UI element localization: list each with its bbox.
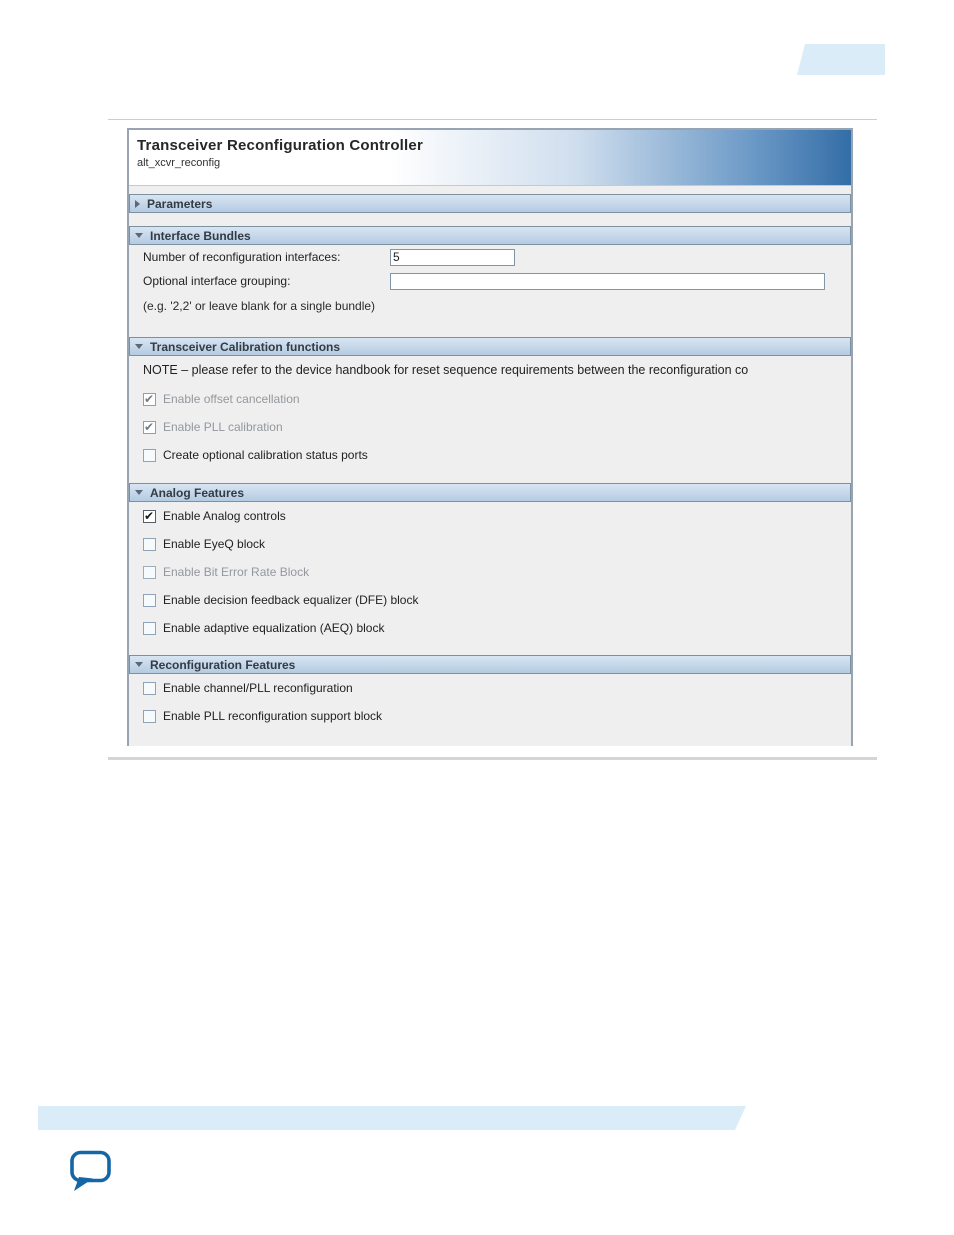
checkbox-check-icon[interactable] — [143, 421, 156, 434]
speech-bubble-logo-icon — [66, 1147, 114, 1197]
checkbox-row-analog-controls — [129, 508, 851, 524]
checkbox-row-dfe-block — [129, 592, 851, 608]
checkbox-label: Enable decision feedback equalizer (DFE) block — [163, 593, 419, 607]
checkbox-icon[interactable] — [143, 622, 156, 635]
checkbox-label: Enable Analog controls — [163, 509, 286, 523]
section-header-reconfiguration-features[interactable] — [129, 655, 851, 674]
section-header-interface-bundles[interactable] — [129, 226, 851, 245]
checkbox-label: Enable PLL reconfiguration support block — [163, 709, 383, 723]
checkbox-label: Enable adaptive equalization (AEQ) block — [163, 621, 385, 635]
checkbox-label: Enable channel/PLL reconfiguration — [163, 681, 353, 695]
num-reconfig-interfaces-input[interactable] — [390, 249, 515, 266]
optional-interface-grouping-input[interactable] — [390, 273, 825, 290]
dialog-subtitle: alt_xcvr_reconfig — [137, 157, 221, 169]
section-label: Reconfiguration Features — [150, 657, 296, 672]
triangle-down-icon — [135, 662, 143, 667]
checkbox-icon[interactable] — [143, 566, 156, 579]
triangle-down-icon — [135, 233, 143, 238]
field-label: Number of reconfiguration interfaces: — [143, 250, 341, 264]
section-header-analog-features[interactable] — [129, 483, 851, 502]
checkbox-icon[interactable] — [143, 710, 156, 723]
checkbox-label: Enable offset cancellation — [163, 392, 300, 406]
bottom-horizontal-rule — [108, 757, 877, 760]
checkbox-row-calibration-status-ports — [129, 447, 851, 463]
bottom-decor-band — [38, 1106, 746, 1130]
grouping-hint-text: (e.g. '2,2' or leave blank for a single bundle) — [143, 299, 376, 313]
checkbox-check-icon[interactable] — [143, 510, 156, 523]
checkbox-icon[interactable] — [143, 682, 156, 695]
section-label: Analog Features — [150, 485, 245, 500]
triangle-down-icon — [135, 344, 143, 349]
checkbox-icon[interactable] — [143, 449, 156, 462]
section-label: Interface Bundles — [150, 228, 251, 243]
field-row — [129, 272, 851, 290]
checkbox-row-aeq-block — [129, 620, 851, 636]
checkbox-icon[interactable] — [143, 594, 156, 607]
transceiver-reconfig-dialog — [127, 128, 853, 746]
checkbox-row-eyeq-block — [129, 536, 851, 552]
triangle-right-icon — [135, 200, 140, 208]
section-header-calibration[interactable] — [129, 337, 851, 356]
section-label: Parameters — [147, 196, 213, 211]
checkbox-label: Enable EyeQ block — [163, 537, 266, 551]
checkbox-icon[interactable] — [143, 538, 156, 551]
field-label: Optional interface grouping: — [143, 274, 291, 288]
checkbox-row-pll-reconfig-support-block — [129, 708, 851, 724]
checkbox-label: Enable Bit Error Rate Block — [163, 565, 310, 579]
dialog-title: Transceiver Reconfiguration Controller — [137, 137, 423, 154]
section-label: Transceiver Calibration functions — [150, 339, 341, 354]
section-header-parameters[interactable] — [129, 194, 851, 213]
checkbox-check-icon[interactable] — [143, 393, 156, 406]
checkbox-row-offset-cancellation — [129, 391, 851, 407]
checkbox-label: Create optional calibration status ports — [163, 448, 368, 462]
checkbox-row-bit-error-rate-block — [129, 564, 851, 580]
calibration-note-text: NOTE – please refer to the device handbook for reset sequence requirements between the reconfiguration co — [143, 363, 749, 377]
top-horizontal-rule — [108, 119, 877, 120]
field-row — [129, 248, 851, 266]
checkbox-row-pll-calibration — [129, 419, 851, 435]
top-right-decor-band — [797, 44, 885, 75]
checkbox-row-channel-pll-reconfiguration — [129, 680, 851, 696]
dialog-header — [129, 130, 851, 186]
triangle-down-icon — [135, 490, 143, 495]
checkbox-label: Enable PLL calibration — [163, 420, 283, 434]
